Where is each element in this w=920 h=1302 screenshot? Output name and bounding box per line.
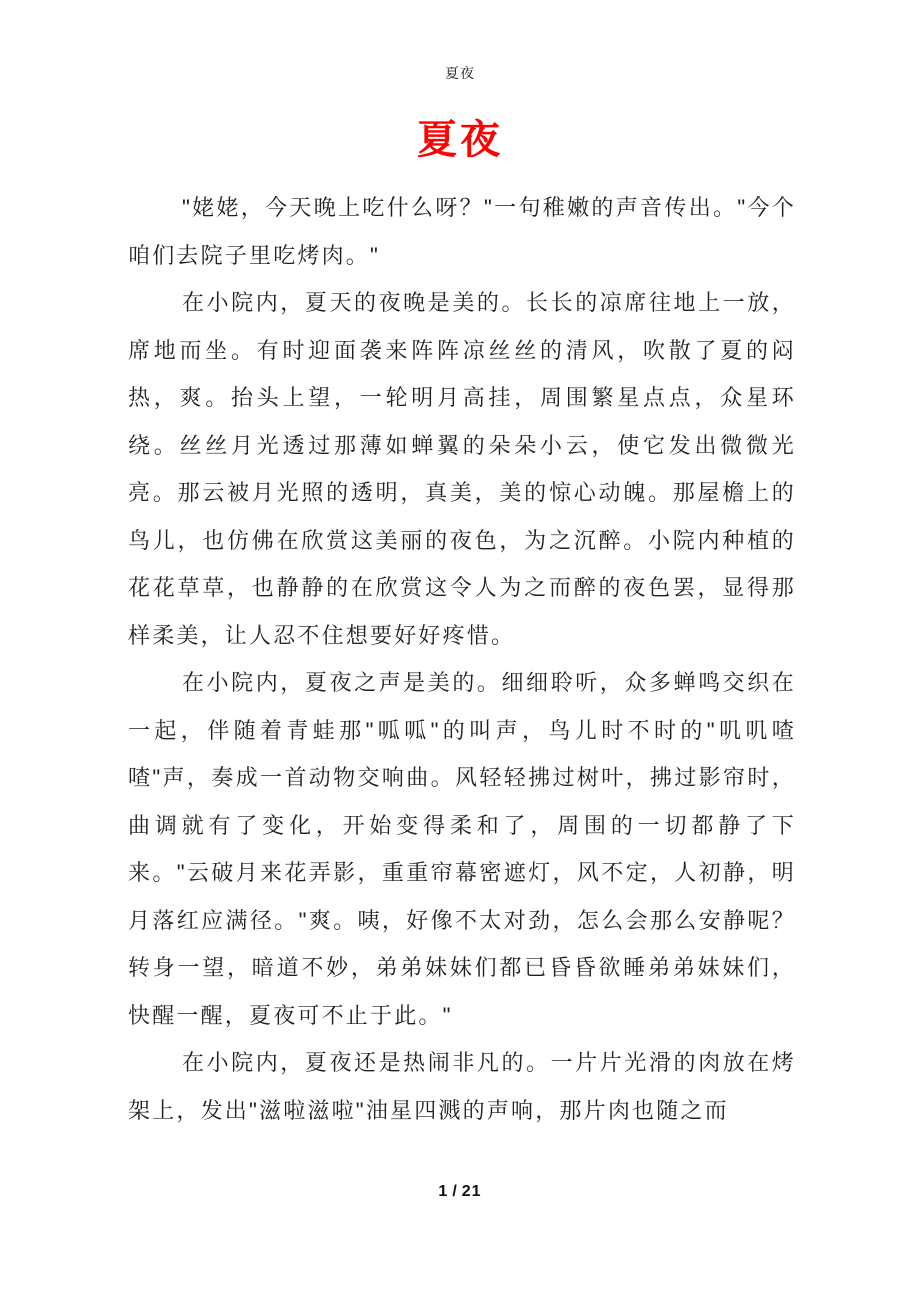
- page-footer: [0, 1183, 920, 1201]
- page-number-total: 21: [461, 1183, 482, 1200]
- document-title: 夏夜: [417, 118, 503, 162]
- paragraph: 在小院内，夏天的夜晚是美的。长长的凉席往地上一放，席地而坐。有时迎面袭来阵阵凉丝丝的清风，吹散了夏的闷热，爽。抬头上望，一轮明月高挂，周围繁星点点，众星环绕。丝丝月光透过那薄如蝉翼的朵朵小云，使它发出微微光亮。那云被月光照的透明，真美，美的惊心动魄。那屋檐上的鸟儿，也仿佛在欣赏这美丽的夜色，为之沉醉。小院内种植的花花草草，也静静的在欣赏这令人为之而醉的夜色罢，显得那样柔美，让人忍不住想要好好疼惜。: [128, 290, 796, 648]
- header-title: 夏夜: [445, 65, 475, 81]
- page-number-separator: /: [452, 1183, 458, 1200]
- page-number-current: 1: [438, 1183, 449, 1200]
- paragraph: 在小院内，夏夜还是热闹非凡的。一片片光滑的肉放在烤架上，发出"滋啦滋啦"油星四溅的声响，那片肉也随之而: [128, 1050, 796, 1123]
- paragraph: "姥姥，今天晚上吃什么呀？"一句稚嫩的声音传出。"今个咱们去院子里吃烤肉。": [128, 195, 796, 268]
- page-header: [0, 63, 920, 83]
- document-body: [128, 184, 796, 1134]
- paragraph: 在小院内，夏夜之声是美的。细细聆听，众多蝉鸣交织在一起，伴随着青蛙那"呱呱"的叫声，鸟儿时不时的"叽叽喳喳"声，奏成一首动物交响曲。风轻轻拂过树叶，拂过影帘时，曲调就有了变化，开始变得柔和了，周围的一切都静了下来。"云破月来花弄影，重重帘幕密遮灯，风不定，人初静，明月落红应满径。"爽。咦，好像不太对劲，怎么会那么安静呢？转身一望，暗道不妙，弟弟妹妹们都已昏昏欲睡弟弟妹妹们，快醒一醒，夏夜可不止于此。": [128, 670, 796, 1028]
